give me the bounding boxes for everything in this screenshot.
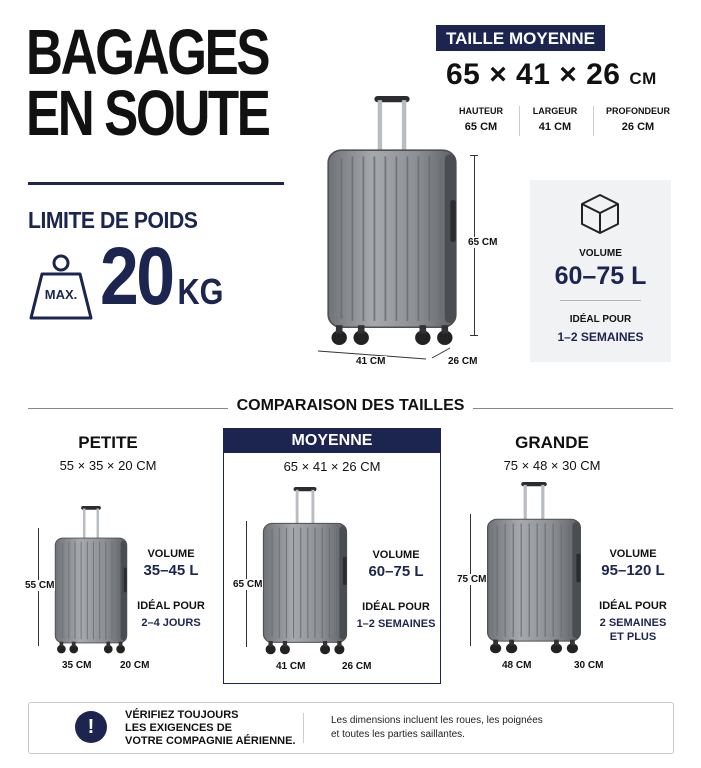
card-volume-value: 60–75 L — [554, 262, 647, 290]
featured-dims-unit: CM — [629, 69, 657, 88]
ideal-value-line-2: ET PLUS — [609, 631, 657, 643]
volume-value: 35–45 L — [143, 562, 199, 579]
notice-strong-text — [125, 709, 325, 748]
metric-divider — [519, 106, 520, 136]
ideal-label: IDÉAL POUR — [137, 600, 205, 612]
notice-note-line-1: Les dimensions incluent les roues, les poignées — [331, 715, 543, 726]
size-depth: 26 CM — [342, 661, 372, 672]
notice-note — [331, 714, 631, 742]
weight-unit: KG — [177, 271, 224, 312]
size-height: 55 CM — [25, 580, 55, 591]
airline-notice — [28, 702, 674, 754]
size-dims: 55 × 35 × 20 CM — [59, 458, 157, 473]
featured-width-label: 41 CM — [356, 356, 386, 367]
size-width: 48 CM — [502, 660, 532, 671]
page-title — [26, 16, 269, 149]
size-column-large — [452, 428, 682, 688]
size-dims: 65 × 41 × 26 CM — [283, 459, 381, 474]
featured-dims-value: 65 × 41 × 26 — [446, 58, 621, 91]
notice-strong-line-3: VOTRE COMPAGNIE AÉRIENNE. — [125, 735, 296, 747]
volume-value: 60–75 L — [368, 563, 424, 580]
height-dimension-tick — [470, 155, 478, 156]
weight-value-row — [100, 231, 224, 333]
heading-rule-left — [28, 408, 228, 409]
notice-strong-line-2: LES EXIGENCES DE — [125, 722, 232, 734]
featured-depth-label: 26 CM — [448, 356, 478, 367]
volume-card — [530, 180, 671, 362]
weight-value: 20 — [100, 231, 173, 322]
metric-height-value: 65 CM — [464, 121, 498, 133]
card-ideal-value: 1–2 SEMAINES — [557, 330, 644, 344]
ideal-label: IDÉAL POUR — [599, 600, 667, 612]
featured-suitcase-image — [326, 96, 458, 346]
volume-label: VOLUME — [609, 548, 657, 560]
size-name: MOYENNE — [224, 429, 440, 453]
height-dimension-tick — [470, 335, 478, 336]
title-line-2: EN SOUTE — [26, 77, 269, 149]
featured-metrics — [451, 106, 676, 140]
size-column-medium — [223, 428, 441, 684]
metric-height-label: HAUTEUR — [459, 106, 503, 116]
size-width: 41 CM — [276, 661, 306, 672]
size-width: 35 CM — [62, 660, 92, 671]
featured-size-badge: TAILLE MOYENNE — [436, 25, 605, 51]
size-name: PETITE — [78, 433, 138, 452]
metric-width-label: LARGEUR — [532, 106, 578, 116]
ideal-value: 1–2 SEMAINES — [356, 618, 436, 630]
title-line-1: BAGAGES — [26, 16, 269, 88]
size-depth: 30 CM — [574, 660, 604, 671]
comparison-heading: COMPARAISON DES TAILLES — [236, 397, 465, 414]
volume-label: VOLUME — [147, 548, 195, 560]
metric-width-value: 41 CM — [538, 121, 572, 133]
size-name: GRANDE — [515, 433, 589, 452]
card-volume-label: VOLUME — [579, 248, 622, 259]
size-height: 65 CM — [233, 579, 263, 590]
suitcase-small-image — [54, 506, 128, 654]
heading-rule-right — [473, 408, 673, 409]
card-divider — [560, 300, 641, 301]
size-column-small — [20, 428, 220, 688]
title-divider — [28, 182, 284, 185]
featured-dims — [446, 58, 676, 92]
weight-icon — [28, 250, 94, 322]
size-depth: 20 CM — [120, 660, 150, 671]
metric-divider — [593, 106, 594, 136]
weight-limit-label: LIMITE DE POIDS — [28, 207, 198, 233]
ideal-value: 2 SEMAINES — [599, 617, 667, 629]
featured-height-label: 65 CM — [468, 237, 498, 248]
suitcase-medium-image — [262, 487, 348, 655]
exclamation-icon: ! — [75, 711, 107, 743]
notice-note-line-2: et toutes les parties saillantes. — [331, 729, 465, 740]
suitcase-large-image — [486, 482, 582, 654]
size-dims: 75 × 48 × 30 CM — [503, 458, 601, 473]
metric-depth-value: 26 CM — [621, 121, 655, 133]
volume-label: VOLUME — [372, 549, 420, 561]
notice-strong-line-1: VÉRIFIEZ TOUJOURS — [125, 709, 239, 721]
box-icon — [578, 192, 622, 236]
max-badge-text: MAX. — [44, 287, 78, 302]
ideal-value: 2–4 JOURS — [141, 617, 201, 629]
volume-value: 95–120 L — [601, 562, 665, 579]
metric-depth-label: PROFONDEUR — [605, 106, 670, 116]
card-ideal-label: IDÉAL POUR — [569, 314, 632, 325]
ideal-label: IDÉAL POUR — [362, 601, 430, 613]
notice-divider — [303, 713, 304, 743]
size-height: 75 CM — [457, 574, 487, 585]
